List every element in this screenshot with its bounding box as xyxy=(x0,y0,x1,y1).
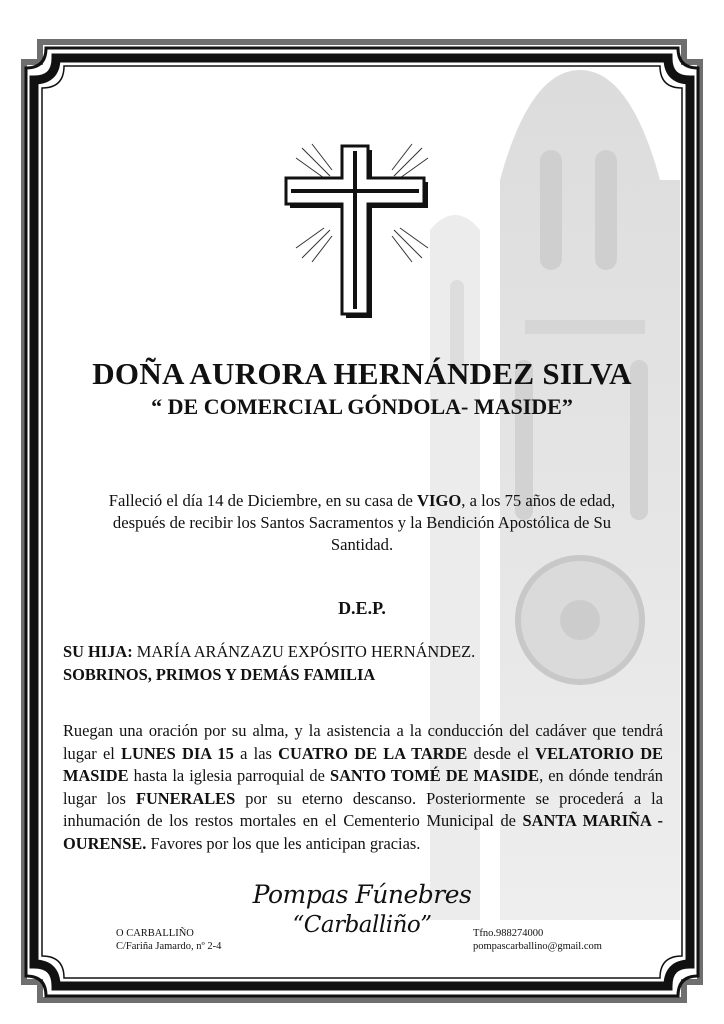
death-city: VIGO xyxy=(417,491,462,510)
footer-address xyxy=(116,927,221,953)
footer-town: O CARBALLIÑO xyxy=(116,928,194,939)
prayer-text-4: hasta la iglesia parroquial de xyxy=(128,766,330,785)
prayer-text-2: a las xyxy=(233,743,279,763)
funerals-label: FUNERALES xyxy=(135,788,236,808)
prayer-text-6: por su eterno descanso. Posteriormente se procederá a la inhumación de los restos mortales en el Cementerio Municipal de xyxy=(63,788,663,830)
ceremony-day: LUNES DIA 15 xyxy=(121,743,234,763)
cross-icon xyxy=(272,138,452,318)
wake-location: VELATORIO DE MASIDE xyxy=(63,743,663,785)
funeral-home-logo-line1: Pompas Fúnebres xyxy=(252,880,472,909)
ceremony-time: CUATRO DE LA TARDE xyxy=(278,743,468,763)
footer-phone: Tfno.988274000 xyxy=(473,928,544,939)
footer-contact xyxy=(473,927,602,953)
prayer-text-1: Ruegan una oración por su alma, y la asistencia a la conducción del cadáver que tendrá lugar el xyxy=(63,721,663,763)
daughter-label: SU HIJA: xyxy=(63,642,133,661)
prayer-text-5: , en dónde tendrán lugar los xyxy=(63,766,663,808)
death-notice-text xyxy=(70,490,654,556)
other-family: SOBRINOS, PRIMOS Y DEMÁS FAMILIA xyxy=(63,665,376,684)
cemetery-name: SANTA MARIÑA - OURENSE. xyxy=(63,811,663,853)
prayer-paragraph xyxy=(63,720,663,855)
prayer-text-7: Favores por los que les anticipan gracias. xyxy=(146,833,421,853)
church-name: SANTO TOMÉ DE MASIDE xyxy=(329,766,540,785)
death-line1-end: , a los 75 años de edad, xyxy=(461,491,616,510)
death-line3: Santidad. xyxy=(330,535,394,554)
family-list xyxy=(63,640,663,686)
death-line1-start: Falleció el día 14 de Diciembre, en su casa de xyxy=(108,491,418,510)
deceased-name: DOÑA AURORA HERNÁNDEZ SILVA xyxy=(92,356,632,391)
prayer-text-3: desde el xyxy=(467,743,536,763)
daughter-name: MARÍA ARÁNZAZU EXPÓSITO HERNÁNDEZ. xyxy=(132,642,476,661)
deceased-subtitle: “ DE COMERCIAL GÓNDOLA- MASIDE” xyxy=(151,394,573,419)
funeral-home-logo-line2: “Carballiño” xyxy=(292,912,432,938)
footer-email: pompascarballino@gmail.com xyxy=(473,941,602,952)
dep-heading: D.E.P. xyxy=(338,598,386,618)
death-line2: después de recibir los Santos Sacramentos y la Bendición Apostólica de Su xyxy=(112,513,612,532)
footer-street: C/Fariña Jamardo, nº 2-4 xyxy=(116,941,222,952)
